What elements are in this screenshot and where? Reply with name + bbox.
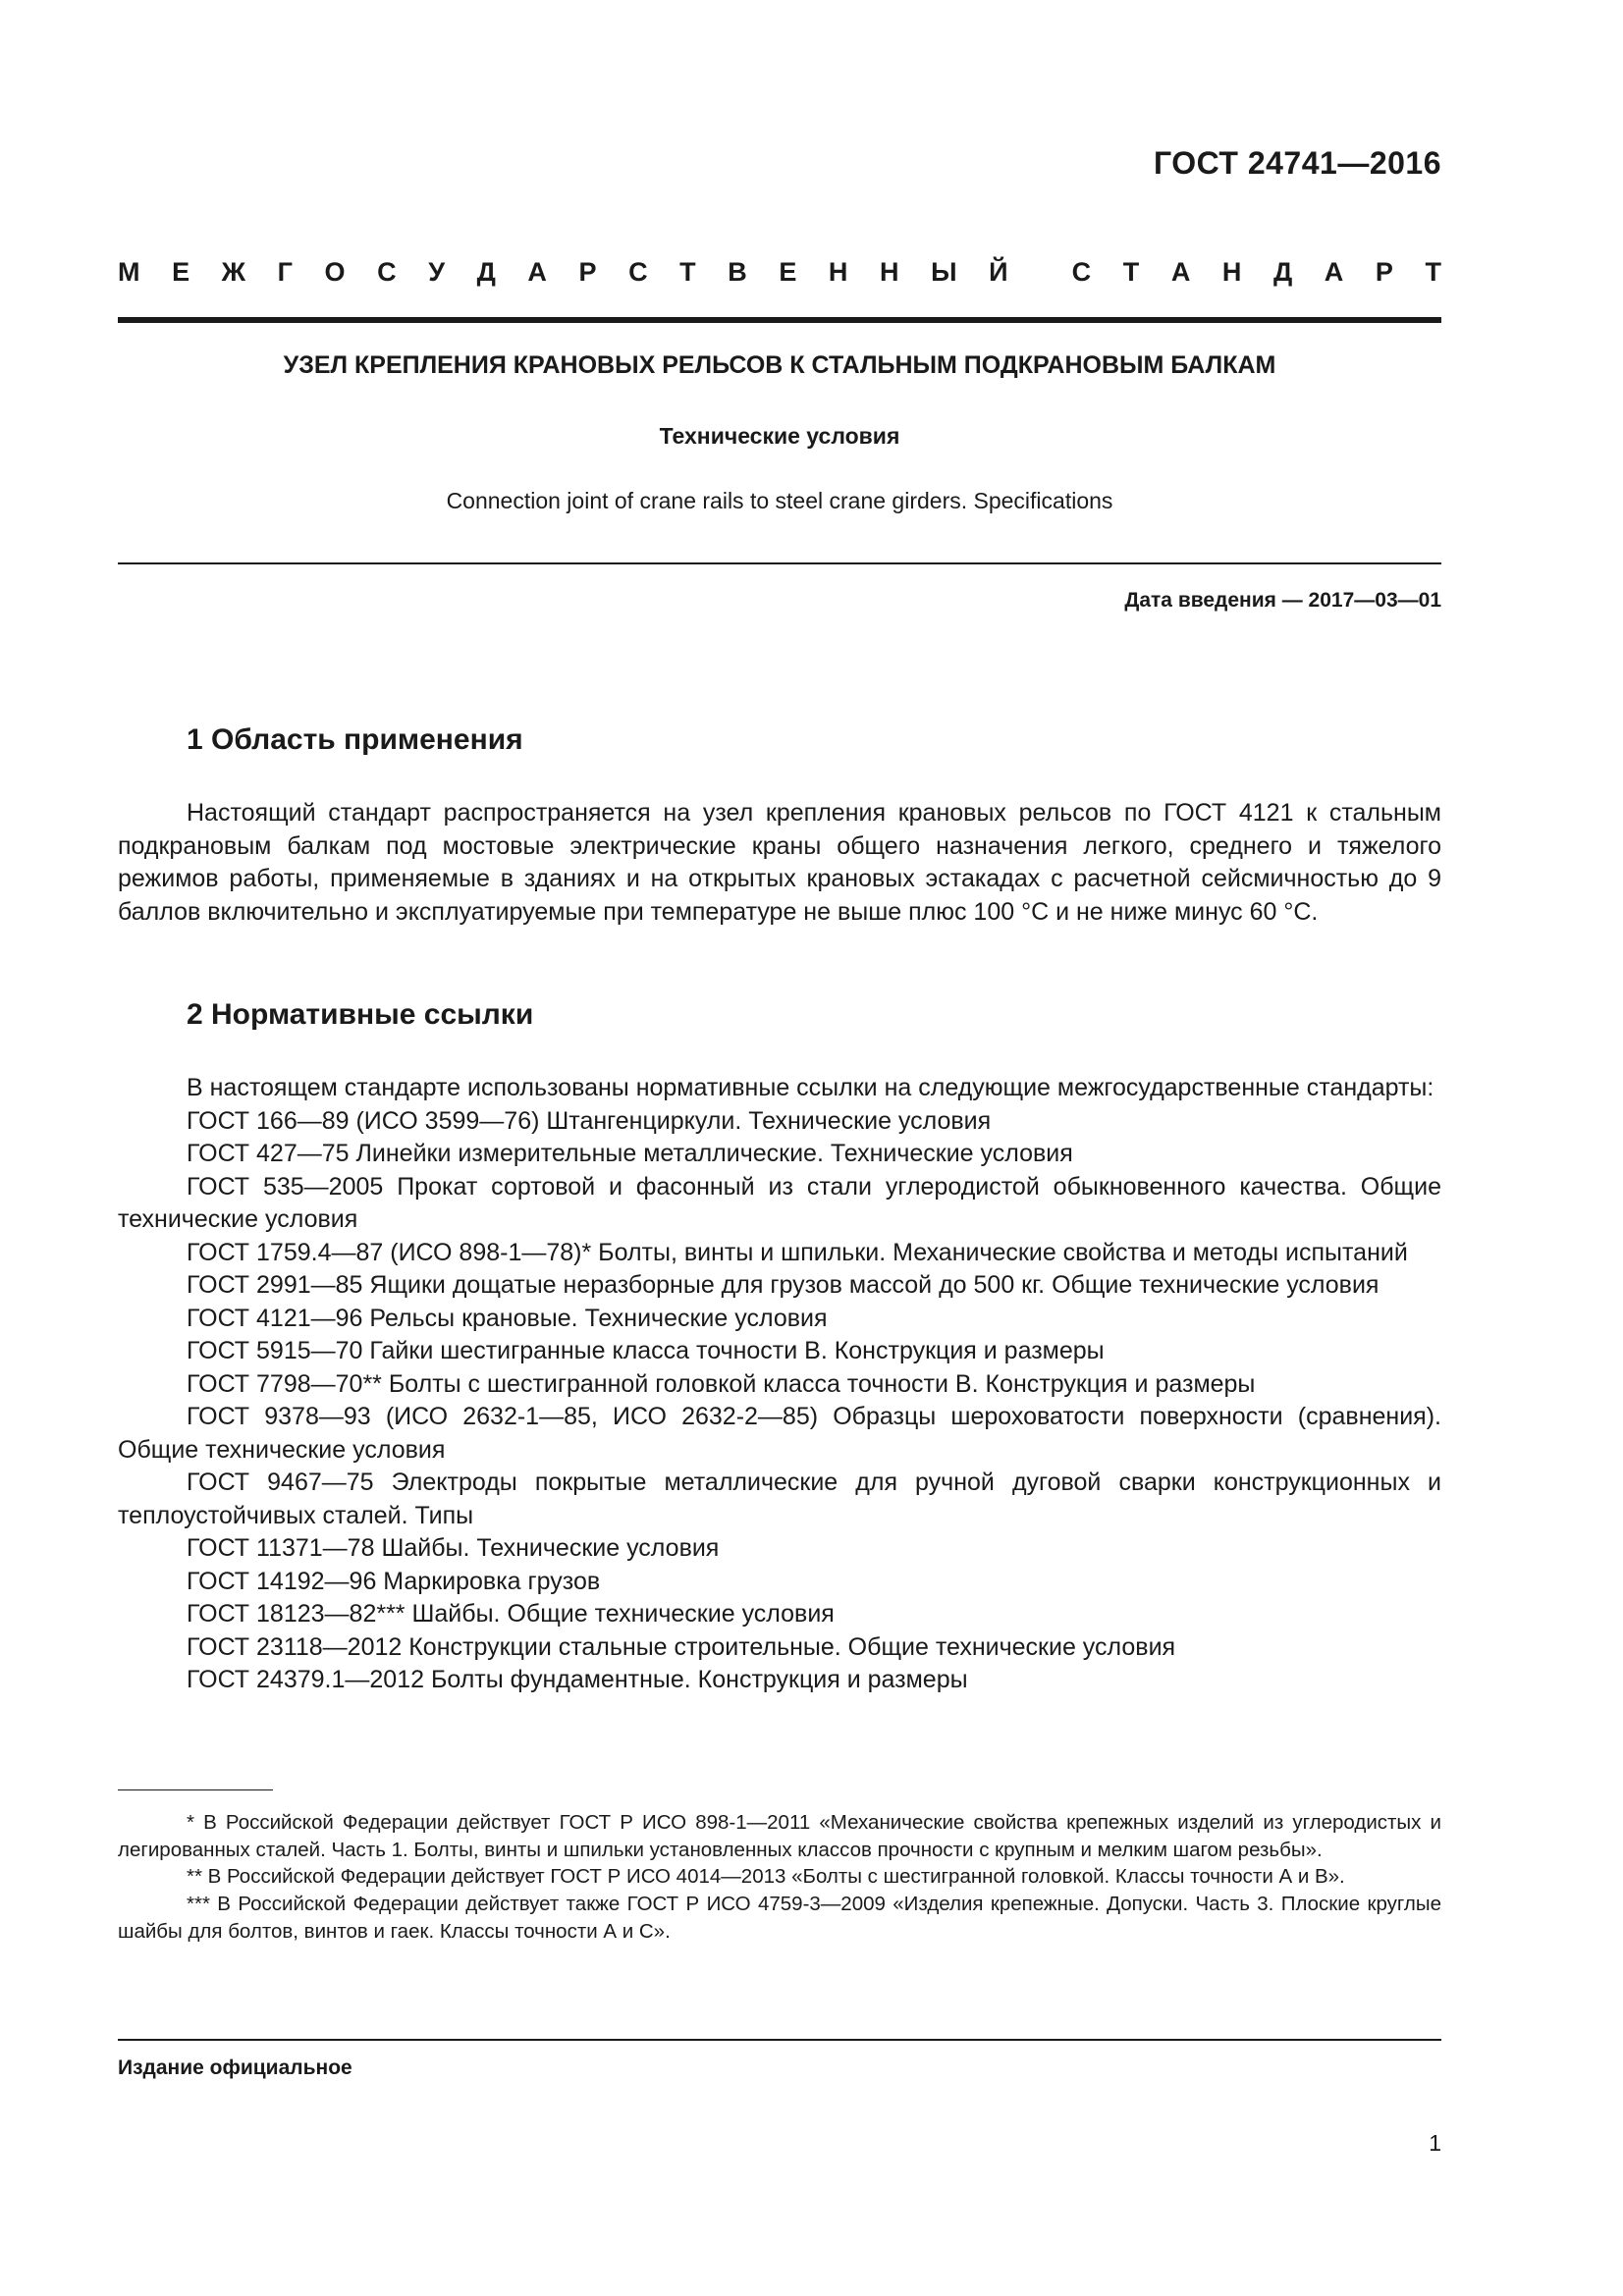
banner-letter: С: [628, 257, 648, 287]
banner-letter: А: [527, 257, 547, 287]
reference-item: ГОСТ 11371—78 Шайбы. Технические условия: [187, 1534, 720, 1562]
banner-letter: М: [118, 257, 140, 287]
page-number: 1: [1429, 2130, 1441, 2156]
section-2-heading: 2 Нормативные ссылки: [187, 998, 534, 1031]
banner-letter: А: [1170, 257, 1191, 287]
banner-letter: Д: [1272, 257, 1293, 287]
banner-letter: С: [1071, 257, 1092, 287]
normative-references: [118, 1072, 1441, 1697]
banner-letter: Е: [172, 257, 190, 287]
introduction-date: Дата введения — 2017—03—01: [1124, 589, 1441, 612]
banner-letter: А: [1324, 257, 1344, 287]
banner-letter: Е: [779, 257, 797, 287]
footnotes: [118, 1809, 1441, 1946]
reference-item: ГОСТ 166—89 (ИСО 3599—76) Штангенциркули. Технические условия: [187, 1106, 992, 1135]
banner-letter: Д: [476, 257, 496, 287]
reference-item: ГОСТ 427—75 Линейки измерительные металлические. Технические условия: [187, 1140, 1073, 1167]
banner-letter: Г: [277, 257, 293, 287]
footnote-separator: [118, 1789, 273, 1790]
reference-item: ГОСТ 535—2005 Прокат сортовой и фасонный из стали углеродистой обыкновенного качества. Общие технические условия: [118, 1172, 1441, 1233]
section-1-heading: 1 Область применения: [187, 723, 523, 756]
document-title: УЗЕЛ КРЕПЛЕНИЯ КРАНОВЫХ РЕЛЬСОВ К СТАЛЬНЫМ ПОДКРАНОВЫМ БАЛКАМ: [283, 351, 1276, 379]
banner-letter: Т: [679, 257, 696, 287]
banner-letter: У: [428, 257, 446, 287]
reference-item: ГОСТ 9378—93 (ИСО 2632-1—85, ИСО 2632-2—85) Образцы шероховатости поверхности (сравнения). Общие технические условия: [118, 1403, 1441, 1464]
banner-letter: Й: [989, 257, 1008, 287]
gost-number: ГОСТ 24741—2016: [1153, 145, 1441, 181]
banner-letter: Ж: [221, 257, 246, 287]
banner-letter: Р: [578, 257, 597, 287]
reference-item: ГОСТ 4121—96 Рельсы крановые. Технические условия: [187, 1304, 828, 1332]
reference-item: ГОСТ 5915—70 Гайки шестигранные класса точности В. Конструкция и размеры: [187, 1337, 1105, 1364]
banner-letter: В: [728, 257, 747, 287]
header-rule: [118, 317, 1441, 323]
footnote-1: * В Российской Федерации действует ГОСТ Р ИСО 898-1—2011 «Механические свойства крепежных изделий из углеродистых и легированных сталей. Часть 1. Болты, винты и шпильки установленных классов прочности с крупным и мелким шагом резьбы».: [118, 1811, 1441, 1861]
banner-letter: Н: [828, 257, 848, 287]
reference-item: ГОСТ 7798—70** Болты с шестигранной головкой класса точности В. Конструкция и размеры: [187, 1369, 1256, 1398]
official-edition-label: Издание официальное: [118, 2056, 352, 2079]
reference-item: ГОСТ 18123—82*** Шайбы. Общие технические условия: [187, 1600, 835, 1628]
references-intro: В настоящем стандарте использованы нормативные ссылки на следующие межгосударственные стандарты:: [187, 1074, 1434, 1101]
document-title-english: Connection joint of crane rails to steel crane girders. Specifications: [446, 488, 1113, 513]
banner-letter: Т: [1425, 257, 1441, 287]
banner-letter: Р: [1375, 257, 1393, 287]
reference-item: ГОСТ 2991—85 Ящики дощатые неразборные для грузов массой до 500 кг. Общие технические условия: [187, 1271, 1380, 1299]
footnote-3: *** В Российской Федерации действует также ГОСТ Р ИСО 4759-3—2009 «Изделия крепежные. Допуски. Часть 3. Плоские круглые шайбы для болтов, винтов и гаек. Классы точности А и С».: [118, 1893, 1441, 1943]
document-subtitle: Технические условия: [659, 423, 900, 449]
reference-item: ГОСТ 1759.4—87 (ИСО 898-1—78)* Болты, винты и шпильки. Механические свойства и методы испытаний: [187, 1238, 1408, 1266]
title-rule: [118, 562, 1441, 564]
banner-letter: Т: [1122, 257, 1140, 287]
footer-rule: [118, 2039, 1441, 2041]
reference-item: ГОСТ 9467—75 Электроды покрытые металлические для ручной дуговой сварки конструкционных и теплоустойчивых сталей. Типы: [118, 1468, 1441, 1529]
reference-item: ГОСТ 24379.1—2012 Болты фундаментные. Конструкция и размеры: [187, 1666, 968, 1693]
scope-paragraph: Настоящий стандарт распространяется на узел крепления крановых рельсов по ГОСТ 4121 к стальным подкрановым балкам под мостовые электрические краны общего назначения легкого, среднего и тяжелого режимов работы, применяемые в зданиях и на открытых крановых эстакадах с расчетной сейсмичностью до 9 баллов включительно и эксплуатируемые при температуре не выше плюс 100 °С и не ниже минус 60 °С.: [118, 799, 1441, 926]
banner-letter: Н: [880, 257, 899, 287]
interstate-standard-banner: [118, 257, 1441, 288]
footnote-2: ** В Российской Федерации действует ГОСТ Р ИСО 4014—2013 «Болты с шестигранной головкой. Классы точности А и В».: [187, 1865, 1345, 1889]
reference-item: ГОСТ 23118—2012 Конструкции стальные строительные. Общие технические условия: [187, 1632, 1176, 1661]
section-1-body: [118, 797, 1441, 929]
banner-letter: Н: [1221, 257, 1242, 287]
reference-item: ГОСТ 14192—96 Маркировка грузов: [187, 1567, 601, 1595]
banner-letter: О: [324, 257, 346, 287]
banner-letter: Ы: [931, 257, 957, 287]
banner-letter: С: [377, 257, 397, 287]
